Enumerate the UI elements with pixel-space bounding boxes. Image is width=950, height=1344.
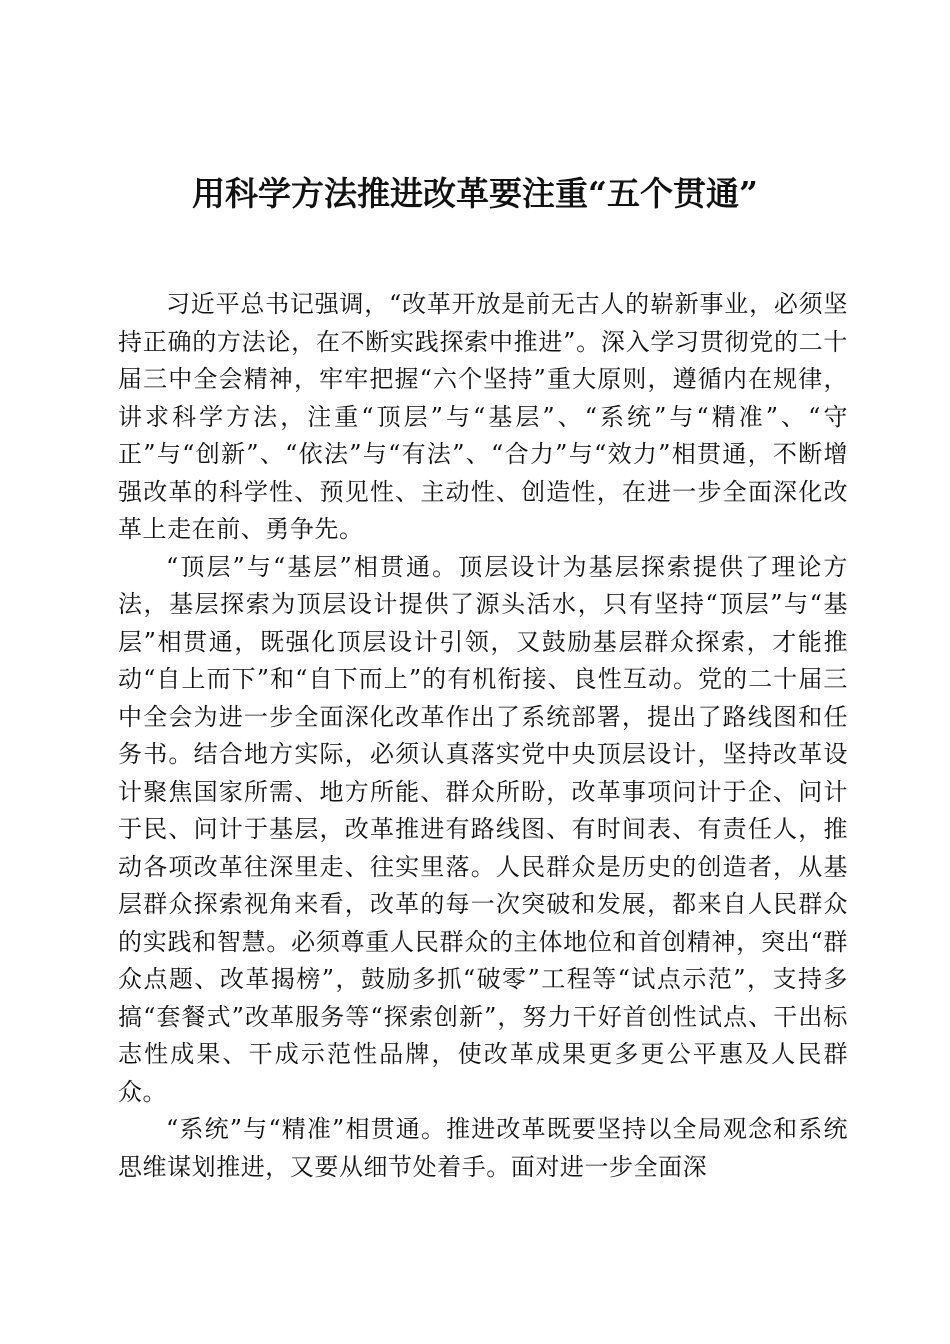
document-title: 用科学方法推进改革要注重“五个贯通”: [192, 174, 758, 213]
paragraph-top-level-and-grassroots: “顶层”与“基层”相贯通。顶层设计为基层探索提供了理论方法，基层探索为顶层设计提供了源头活水，只有坚持“顶层”与“基层”相贯通，既强化顶层设计引领，又鼓励基层群众探索，才能推动“自上而下”和“自下而上”的有机衔接、良性互动。党的二十届三中全会为进一步全面深化改革作出了系统部署，提出了路线图和任务书。结合地方实际，必须认真落实党中央顶层设计，坚持改革设计聚焦国家所需、地方所能、群众所盼，改革事项问计于企、问计于民、问计于基层，改革推进有路线图、有时间表、有责任人，推动各项改革往深里走、往实里落。人民群众是历史的创造者，从基层群众探索视角来看，改革的每一次突破和发展，都来自人民群众的实践和智慧。必须尊重人民群众的主体地位和首创精神，突出“群众点题、改革揭榜”，鼓励多抓“破零”工程等“试点示范”，支持多搞“套餐式”改革服务等“探索创新”，努力干好首创性试点、干出标志性成果、干成示范性品牌，使改革成果更多更公平惠及人民群众。: [118, 552, 848, 1106]
paragraph-intro: 习近平总书记强调，“改革开放是前无古人的崭新事业，必须坚持正确的方法论，在不断实践探索中推进”。深入学习贯彻党的二十届三中全会精神，牢牢把握“六个坚持”重大原则，遵循内在规律，讲求科学方法，注重“顶层”与“基层”、“系统”与“精准”、“守正”与“创新”、“依法”与“有法”、“合力”与“效力”相贯通，不断增强改革的科学性、预见性、主动性、创造性，在进一步全面深化改革上走在前、勇争先。: [118, 290, 848, 543]
paragraph-system-and-precision: “系统”与“精准”相贯通。推进改革既要坚持以全局观念和系统思维谋划推进，又要从细节处着手。面对进一步全面深: [118, 1115, 848, 1181]
document-body: [118, 286, 848, 1196]
